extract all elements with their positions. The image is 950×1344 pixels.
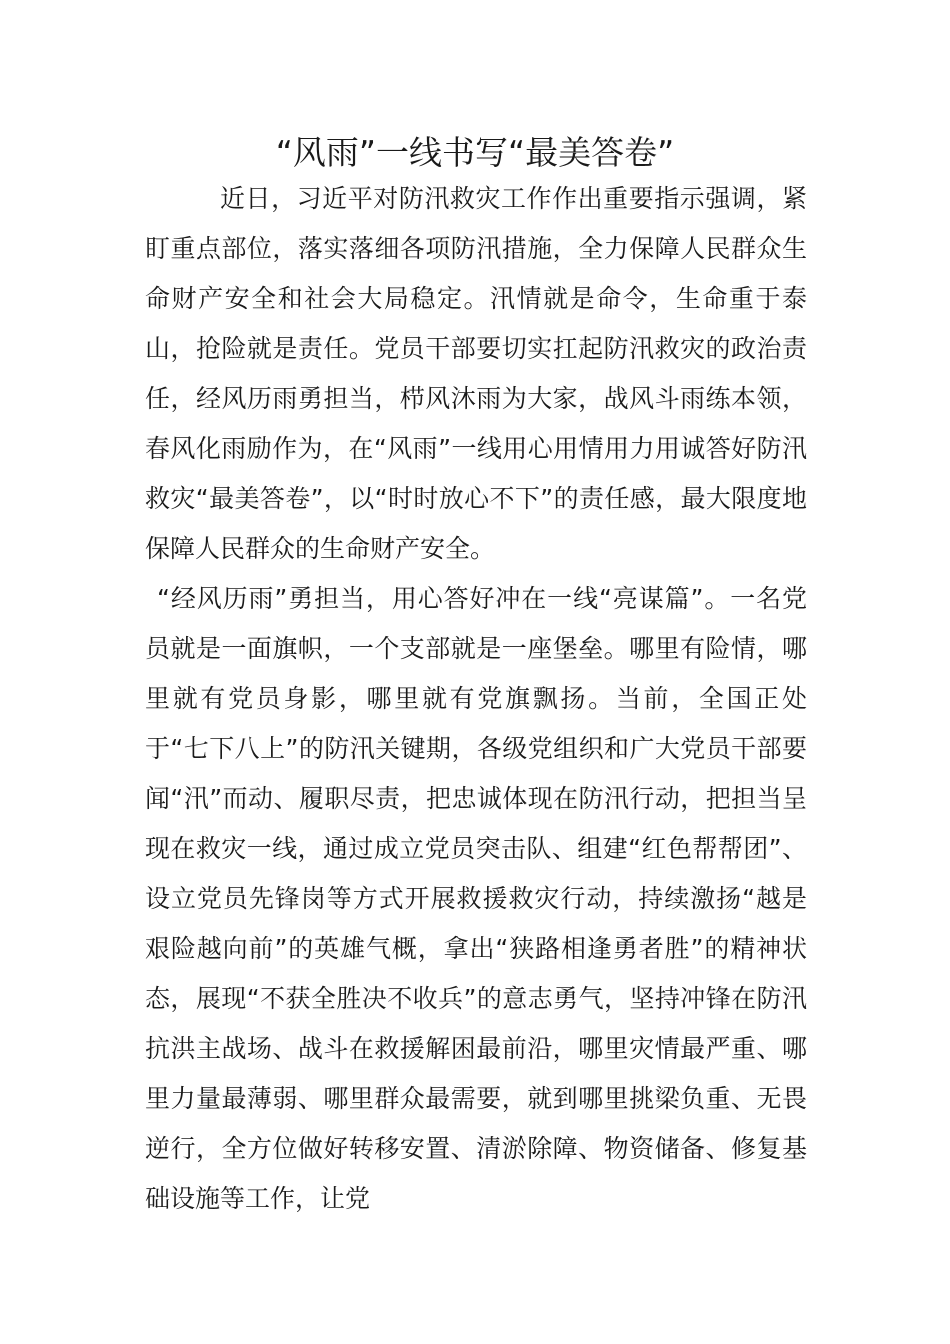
paragraph-2: “经风历雨”勇担当，用心答好冲在一线“亮谋篇”。一名党员就是一面旗帜，一个支部就是一座堡垒。哪里有险情，哪里就有党员身影，哪里就有党旗飘扬。当前，全国正处于“七下八上”的防汛关键期，各级党组织和广大党员干部要闻“汛”而动、履职尽责，把忠诚体现在防汛行动，把担当呈现在救灾一线，通过成立党员突击队、组建“红色帮帮团”、设立党员先锋岗等方式开展救援救灾行动，持续激扬“越是艰险越向前”的英雄气概，拿出“狭路相逢勇者胜”的精神状态，展现“不获全胜决不收兵”的意志勇气，坚持冲锋在防汛抗洪主战场、战斗在救援解困最前沿，哪里灾情最严重、哪里力量最薄弱、哪里群众最需要，就到哪里挑梁负重、无畏逆行，全方位做好转移安置、清淤除障、物资储备、修复基础设施等工作，让党 (145, 584, 807, 1213)
paragraph-1: 近日，习近平对防汛救灾工作作出重要指示强调，紧盯重点部位，落实落细各项防汛措施，全力保障人民群众生命财产安全和社会大局稳定。汛情就是命令，生命重于泰山，抢险就是责任。党员干部要切实扛起防汛救灾的政治责任，经风历雨勇担当，栉风沐雨为大家，战风斗雨练本领，春风化雨励作为，在“风雨”一线用心用情用力用诚答好防汛救灾“最美答卷”，以“时时放心不下”的责任感，最大限度地保障人民群众的生命财产安全。 (145, 184, 807, 563)
document-title: “风雨”一线书写“最美答卷” (275, 133, 675, 172)
document-body (145, 174, 807, 1224)
